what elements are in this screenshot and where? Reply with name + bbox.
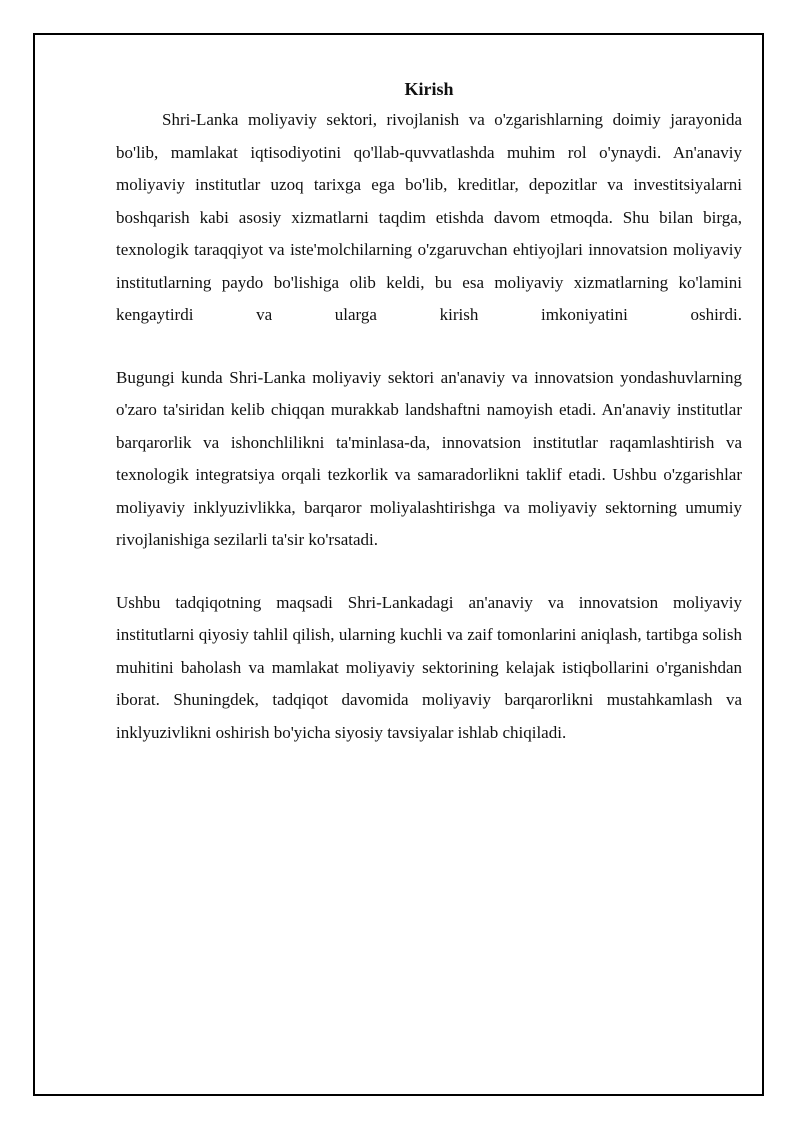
paragraph-research-goal: Ushbu tadqiqotning maqsadi Shri-Lankadagi an'anaviy va innovatsion moliyaviy institutlarni qiyosiy tahlil qilish, ularning kuchli va zaif tomonlarini aniqlash, tartibga solish muhitini baholash va mamlakat moliyaviy sektorining kelajak istiqbollarini o'rganishdan iborat. Shuningdek, tadqiqot davomida moliyaviy barqarorlikni mustahkamlash va inklyuzivlikni oshirish bo'yicha siyosiy tavsiyalar ishlab chiqiladi.: [116, 592, 742, 742]
paragraph-intro: Shri-Lanka moliyaviy sektori, rivojlanish va o'zgarishlarning doimiy jarayonida bo'lib, mamlakat iqtisodiyotini qo'llab-quvvatlashda muhim rol o'ynaydi. An'anaviy moliyaviy institutlar uzoq tarixga ega bo'lib, kreditlar, depozitlar va investitsiyalarni boshqarish kabi asosiy xizmatlarni taqdim etishda davom etmoqda. Shu bilan birga, texnologik taraqqiyot va iste'molchilarning o'zgaruvchan ehtiyojlari innovatsion moliyaviy institutlarning paydo bo'lishiga olib keldi, bu esa moliyaviy xizmatlarning ko'lamini kengaytirdi va ularga kirish imkoniyatini oshirdi.: [116, 110, 742, 324]
document-body: [116, 78, 742, 749]
paragraph-current-state: Bugungi kunda Shri-Lanka moliyaviy sektori an'anaviy va innovatsion yondashuvlarning o'zaro ta'siridan kelib chiqqan murakkab landshaftni namoyish etadi. An'anaviy institutlar barqarorlik va ishonchlilikni ta'minlasa-da, innovatsion institutlar raqamlashtirish va texnologik integratsiya orqali tezkorlik va samaradorlikni taklif etadi. Ushbu o'zgarishlar moliyaviy inklyuzivlikka, barqaror moliyalashtirishga va moliyaviy sektorning umumiy rivojlanishiga sezilarli ta'sir ko'rsatadi.: [116, 367, 742, 549]
document-title: Kirish: [404, 79, 454, 99]
